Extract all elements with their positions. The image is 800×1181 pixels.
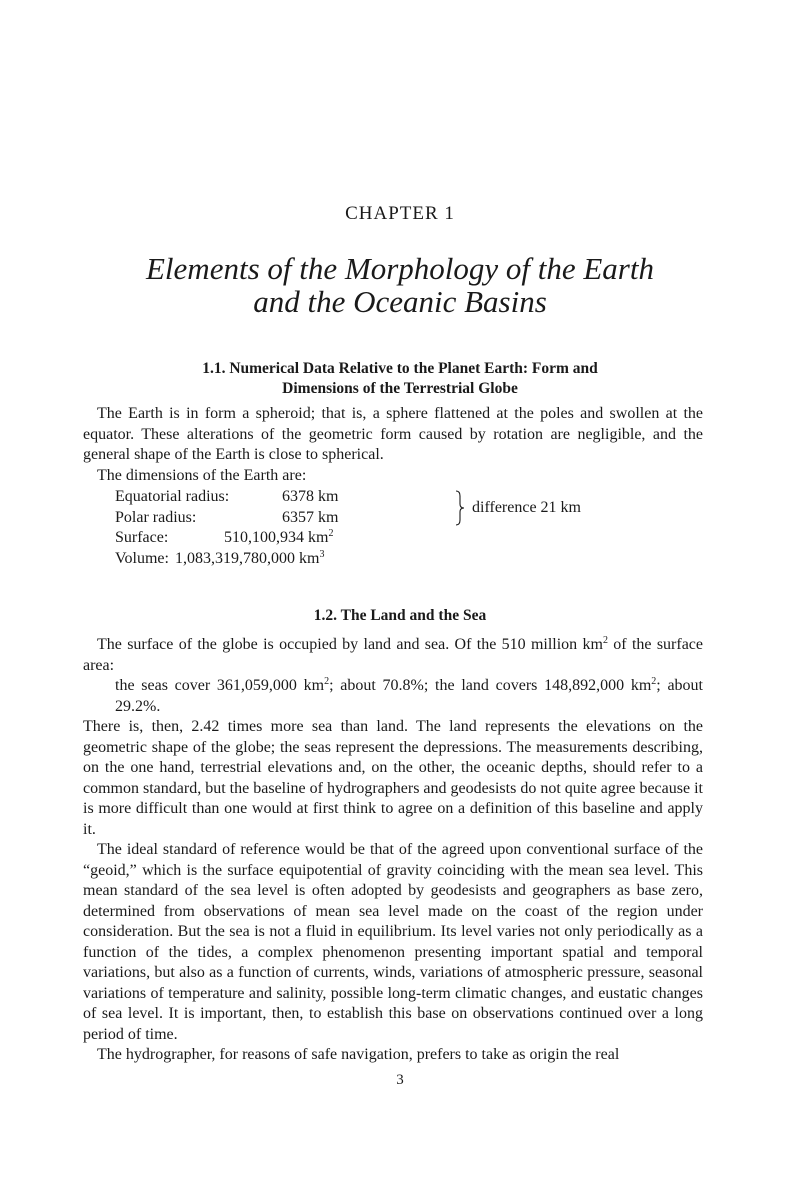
land-sea-intro-exponent: 2 [602, 635, 608, 646]
surface-label: Surface: [115, 529, 169, 546]
chapter-title-line-1: Elements of the Morphology of the Earth [146, 251, 654, 286]
equatorial-radius-value: 6378 km [282, 488, 339, 505]
section-1-1-body [83, 404, 703, 486]
paragraph-land-sea-intro [83, 635, 703, 676]
sea-land-figures-exponent-2: 2 [651, 676, 657, 687]
polar-radius-value: 6357 km [282, 508, 339, 526]
paragraph-earth-form: The Earth is in form a spheroid; that is, a sphere flattened at the poles and swollen at the equator. These alterations of the geometric form caused by rotation are negligible, and the general shape of the Earth is close to spherical. [83, 405, 703, 463]
page-number: 3 [396, 1072, 404, 1088]
paragraph-dimensions-intro: The dimensions of the Earth are: [97, 466, 307, 484]
volume-number: 1,083,319,780,000 km [175, 549, 320, 567]
chapter-title-line-2: and the Oceanic Basins [253, 284, 547, 319]
sea-land-figures-c: ; about 29.2%. [115, 677, 704, 715]
polar-radius-label: Polar radius: [115, 508, 197, 526]
sea-land-figures-b: ; about 70.8%; the land covers 148,892,000 km [329, 677, 652, 694]
right-brace-icon [455, 490, 465, 526]
surface-exponent: 2 [328, 528, 334, 539]
volume-label: Volume: [115, 549, 169, 567]
section-heading-1-1-line-1: 1.1. Numerical Data Relative to the Planet Earth: Form and [202, 360, 598, 377]
equatorial-radius-label: Equatorial radius: [115, 488, 230, 505]
sea-land-figures-exponent-1: 2 [324, 676, 330, 687]
volume-exponent: 3 [319, 548, 325, 560]
surface-value [224, 528, 333, 549]
chapter-title [0, 252, 800, 318]
sea-land-figures-a: the seas cover 361,059,000 km [115, 677, 325, 694]
volume-value [175, 549, 324, 570]
section-heading-1-1 [0, 359, 800, 399]
paragraph-hydrographer: The hydrographer, for reasons of safe navigation, prefers to take as origin the real [97, 1046, 620, 1063]
land-sea-intro-a: The surface of the globe is occupied by land and sea. Of the 510 million km [97, 636, 603, 653]
land-sea-intro-b: of the surface area: [83, 636, 704, 674]
radius-difference: difference 21 km [472, 499, 581, 516]
chapter-label: CHAPTER 1 [345, 203, 455, 224]
section-heading-1-2: 1.2. The Land and the Sea [313, 607, 487, 624]
section-1-2-body [83, 635, 703, 1066]
paragraph-sea-land-figures [83, 676, 703, 717]
section-heading-1-1-line-2: Dimensions of the Terrestrial Globe [282, 380, 518, 397]
paragraph-sea-vs-land: There is, then, 2.42 times more sea than land. The land represents the elevations on the geometric shape of the globe; the seas represent the depressions. The measurements describing, on the one hand, terrestrial elevations and, on the other, the oceanic depths, should refer to a common standard, but the baseline of hydrographers and geodesists do not quite agree because it is more difficult than one would at first think to agree on a definition of this baseline and apply it. [83, 718, 703, 838]
surface-number: 510,100,934 km [224, 529, 329, 546]
paragraph-geoid-standard: The ideal standard of reference would be that of the agreed upon conventional surface of the “geoid,” which is the surface equipotential of gravity coinciding with the mean sea level. This mean standard of the sea level is often adopted by geodesists and geographers as base zero, determined from observations of mean sea level made on the coast of the region under consideration. But the sea is not a fluid in equilibrium. Its level varies not only periodically as a function of the tides, a complex phenomenon presenting important spatial and temporal variations, but also as a function of currents, winds, variations of atmospheric pressure, seasonal variations of temperature and salinity, possible long-term climatic changes, and eustatic changes of sea level. It is important, then, to establish this base on observations continued over a long period of time. [83, 841, 703, 1043]
